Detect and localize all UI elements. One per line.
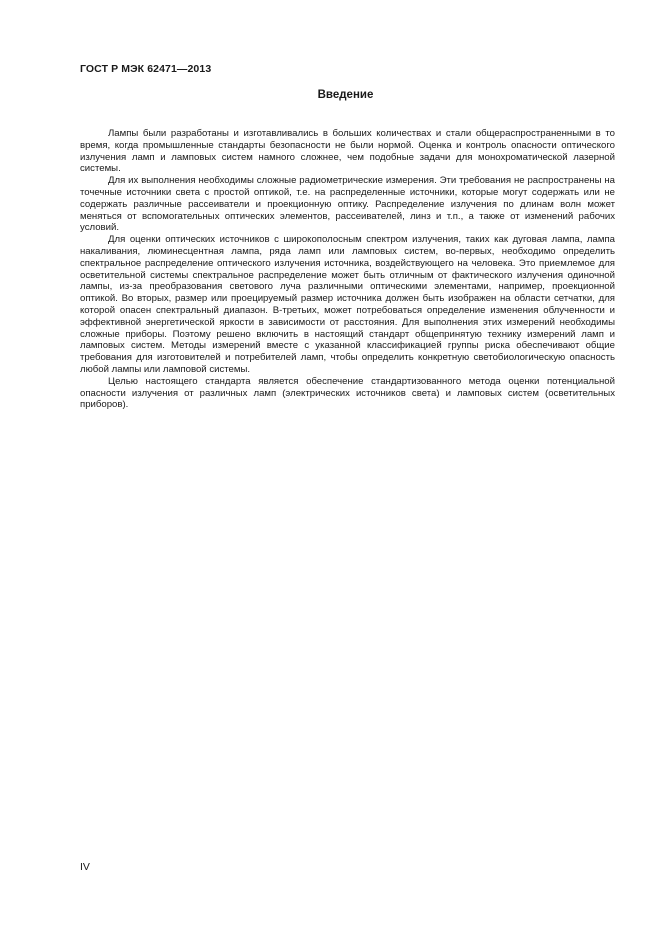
paragraph-3: Для оценки оптических источников с широкополосным спектром излучения, таких как дуговая лампа, лампа накаливания, люминесцентная лампа, ряда ламп или ламповых систем, во-первых, необходимо определить спектральное распределение оптического излучения источника, воздействующего на человека. Это приемлемое для осветительной системы спектральное распределение может быть отличным от фактического излучения одиночной лампы, из-за преобразования светового луча различными оптическими элементами, например, проекционной оптикой. Во вторых, размер или проецируемый размер источника должен быть изображен на области сетчатки, для которой опасен спектральный диапазон. В-третьих, может потребоваться определение изменения облученности и эффективной энергетической яркости в зависимости от расстояния. Для выполнения этих измерений необходимы сложные приборы. Поэтому решено включить в настоящий стандарт общепринятую технику измерений ламп и ламповых систем. Методы измерений вместе с указанной классификацией группы риска обеспечивают общие требования для изготовителей и потребителей ламп, чтобы определить конкретную светобиологическую опасность любой лампы или ламповой системы. [80, 234, 615, 375]
document-header: ГОСТ Р МЭК 62471—2013 [80, 63, 212, 75]
page-number: IV [80, 861, 90, 873]
paragraph-1: Лампы были разработаны и изготавливались в больших количествах и стали общераспространенными в то время, когда промышленные стандарты безопасности не были нормой. Оценка и контроль опасности оптического излучения ламп и ламповых систем намного сложнее, чем подобные задачи для монохроматической лазерной системы. [80, 128, 615, 175]
paragraph-2: Для их выполнения необходимы сложные радиометрические измерения. Эти требования не распространены на точечные источники света с простой оптикой, т.е. на распределенные источники, которые могут содержать или не содержать различные рассеиватели и проекционную оптику. Распределение излучения по длинам волн может меняться от вспомогательных оптических элементов, рассеивателей, линз и т.п., а также от изменений рабочих условий. [80, 175, 615, 234]
paragraph-4: Целью настоящего стандарта является обеспечение стандартизованного метода оценки потенциальной опасности излучения от различных ламп (электрических источников света) и ламповых систем (осветительных приборов). [80, 375, 615, 411]
body-text [80, 128, 615, 411]
section-title: Введение [317, 89, 374, 101]
